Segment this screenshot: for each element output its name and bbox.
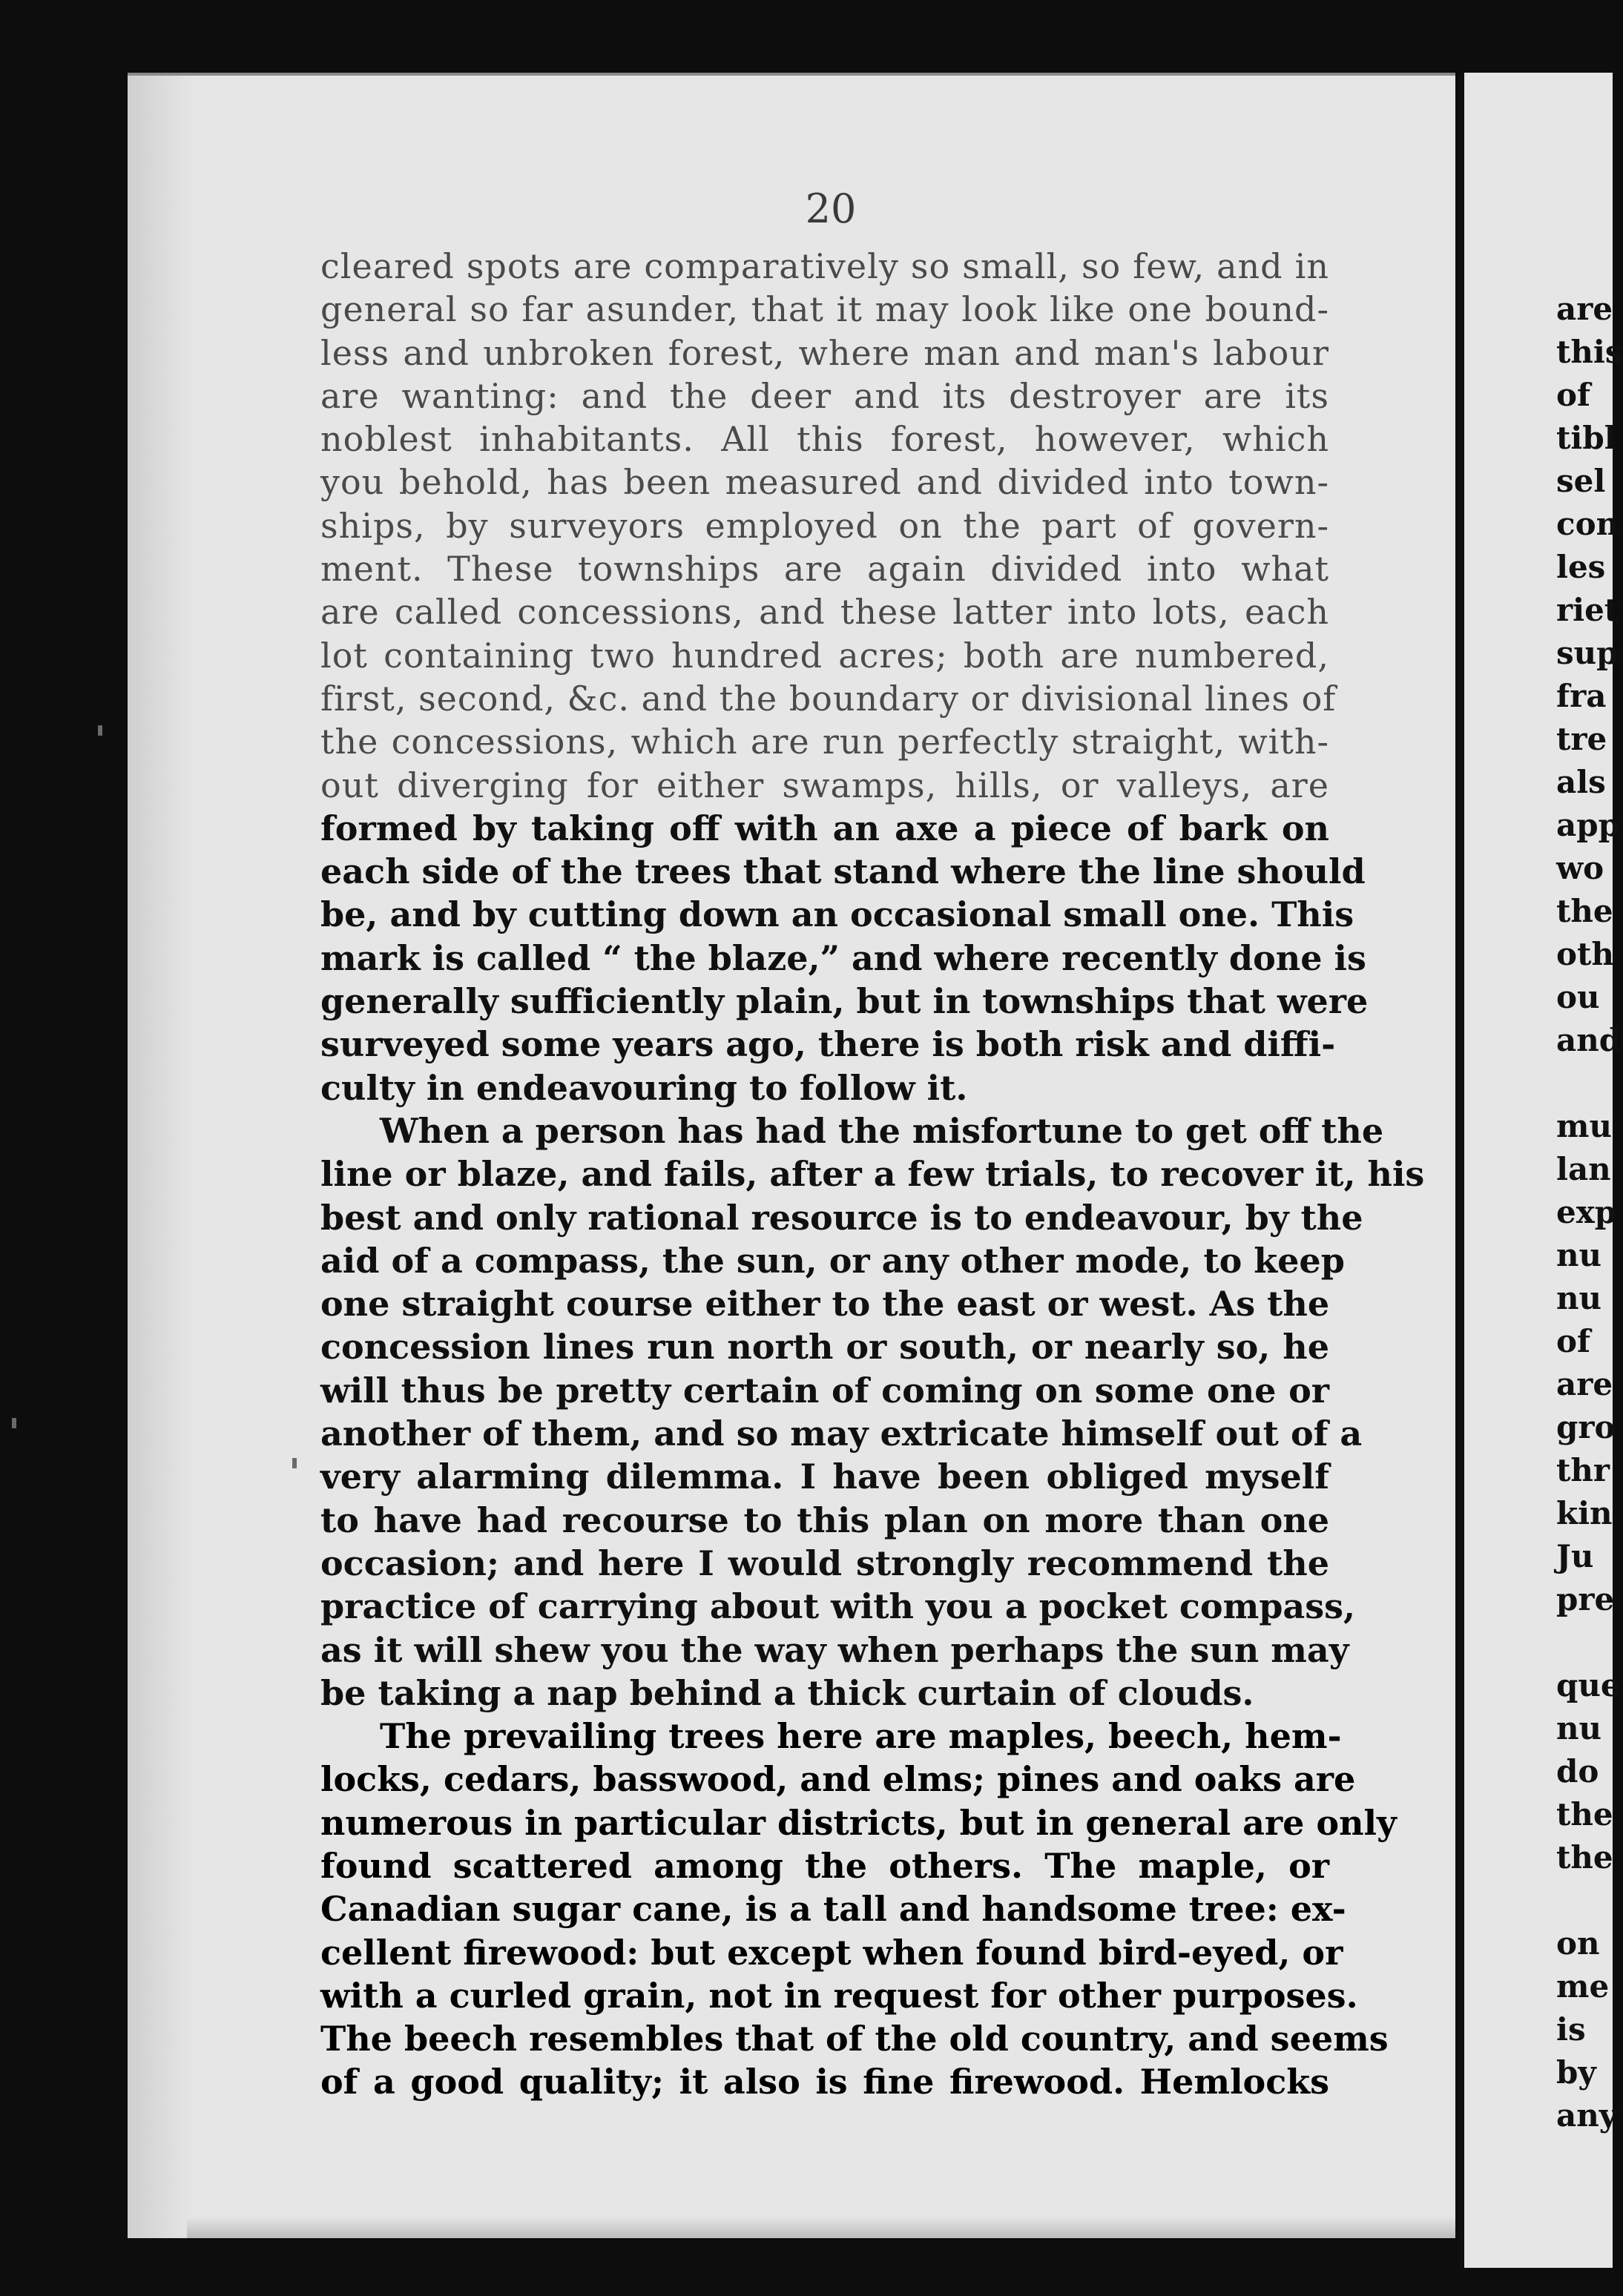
adjacent-page-word: gro: [1556, 1409, 1616, 1445]
text-line: noblest inhabitants. All this forest, however, which: [320, 419, 1329, 460]
adjacent-page-word: fra: [1556, 678, 1607, 714]
text-line: of a good quality; it also is fine firewood. Hemlocks: [320, 2062, 1329, 2102]
page-gutter-shadow: [128, 76, 194, 2238]
text-line: cleared spots are comparatively so small, so few, and in: [320, 246, 1329, 286]
adjacent-page-word: are: [1556, 1366, 1613, 1402]
adjacent-page-word: and: [1556, 1022, 1622, 1058]
text-line: aid of a compass, the sun, or any other mode, to keep: [320, 1240, 1345, 1281]
adjacent-page-word: lan: [1556, 1151, 1611, 1187]
adjacent-page-word: nu: [1556, 1710, 1602, 1746]
adjacent-page-word: ou: [1556, 979, 1600, 1015]
text-line: found scattered among the others. The maple, or: [320, 1845, 1329, 1886]
adjacent-page-word: als: [1556, 764, 1606, 800]
adjacent-page-word: are: [1556, 291, 1613, 327]
scan-speck: [292, 1458, 297, 1468]
adjacent-page-word: exp: [1556, 1194, 1617, 1230]
adjacent-page-word: me: [1556, 1968, 1610, 2005]
adjacent-page-word: que: [1556, 1667, 1621, 1703]
text-line: first, second, &c. and the boundary or divisional lines of: [320, 678, 1337, 719]
text-line: another of them, and so may extricate himself out of a: [320, 1413, 1363, 1454]
adjacent-page-word: riet: [1556, 592, 1619, 628]
text-line: culty in endeavouring to follow it.: [320, 1067, 968, 1108]
text-line: locks, cedars, basswood, and elms; pines and oaks are: [320, 1759, 1356, 1800]
text-line: are wanting: and the deer and its destroyer are its: [320, 375, 1329, 416]
text-line: numerous in particular districts, but in general are only: [320, 1802, 1397, 1843]
text-line: general so far asunder, that it may look like one bound-: [320, 289, 1329, 330]
adjacent-page-word: by: [1556, 2054, 1596, 2091]
adjacent-page-word: the: [1556, 1796, 1613, 1832]
adjacent-page-word: of: [1556, 1323, 1591, 1359]
adjacent-page-word: the: [1556, 1839, 1613, 1876]
body-text: [320, 245, 1425, 2104]
text-line: cellent firewood: but except when found bird-eyed, or: [320, 1932, 1343, 1973]
text-line: mark is called “ the blaze,” and where recently done is: [320, 937, 1366, 978]
text-line: The prevailing trees here are maples, beech, hem-: [380, 1716, 1342, 1757]
adjacent-page-word: mu: [1556, 1108, 1612, 1144]
text-line: be taking a nap behind a thick curtain of clouds.: [320, 1672, 1254, 1713]
adjacent-page-word: of: [1556, 377, 1591, 413]
text-line: concession lines run north or south, or nearly so, he: [320, 1327, 1329, 1368]
text-line: one straight course either to the east or west. As the: [320, 1284, 1330, 1325]
adjacent-page-word: pre: [1556, 1581, 1615, 1617]
adjacent-page-word: les: [1556, 549, 1606, 585]
text-line: very alarming dilemma. I have been obliged myself: [320, 1457, 1329, 1497]
text-line: are called concessions, and these latter into lots, each: [320, 592, 1329, 633]
text-line: ships, by surveyors employed on the part of govern-: [320, 505, 1329, 546]
adjacent-page-word: Ju: [1556, 1538, 1594, 1574]
adjacent-page-word: sup: [1556, 635, 1619, 671]
text-line: will thus be pretty certain of coming on some one or: [320, 1370, 1329, 1411]
text-line: the concessions, which are run perfectly straight, with-: [320, 722, 1329, 762]
text-line: as it will shew you the way when perhaps the sun may: [320, 1629, 1349, 1670]
text-line: When a person has had the misfortune to get off the: [380, 1110, 1384, 1151]
text-line: best and only rational resource is to endeavour, by the: [320, 1197, 1363, 1238]
adjacent-page-word: oth: [1556, 936, 1614, 972]
text-line: to have had recourse to this plan on more than one: [320, 1500, 1329, 1540]
text-line: be, and by cutting down an occasional small one. This: [320, 894, 1354, 935]
adjacent-page-word: wo: [1556, 850, 1604, 886]
text-line: Canadian sugar cane, is a tall and handsome tree: ex-: [320, 1889, 1346, 1930]
text-line: out diverging for either swamps, hills, or valleys, are: [320, 765, 1329, 805]
text-line: lot containing two hundred acres; both are numbered,: [320, 635, 1329, 676]
text-line: The beech resembles that of the old country, and seems: [320, 2019, 1389, 2059]
adjacent-page-word: the: [1556, 893, 1613, 929]
adjacent-page-word: nu: [1556, 1237, 1602, 1273]
adjacent-page-word: thr: [1556, 1452, 1610, 1488]
adjacent-page-word: nu: [1556, 1280, 1602, 1316]
text-line: less and unbroken forest, where man and man's labour: [320, 332, 1329, 373]
adjacent-page-word: tre: [1556, 721, 1607, 757]
adjacent-page-word: con: [1556, 506, 1619, 542]
text-line: practice of carrying about with you a pocket compass,: [320, 1586, 1356, 1627]
adjacent-page-word: sel: [1556, 463, 1606, 499]
text-line: line or blaze, and fails, after a few trials, to recover it, his: [320, 1154, 1425, 1195]
adjacent-page-word: any: [1556, 2097, 1618, 2134]
text-line: each side of the trees that stand where the line should: [320, 851, 1366, 892]
text-line: ment. These townships are again divided into what: [320, 549, 1329, 590]
text-line: you behold, has been measured and divided into town-: [320, 462, 1329, 503]
adjacent-page-word: do: [1556, 1753, 1599, 1789]
adjacent-page-word: this: [1556, 334, 1623, 370]
adjacent-page-word: tibl: [1556, 420, 1616, 456]
page-number: 20: [805, 185, 857, 232]
adjacent-page-word: on: [1556, 1925, 1600, 1962]
text-line: surveyed some years ago, there is both risk and diffi-: [320, 1024, 1336, 1065]
adjacent-page-word: is: [1556, 2011, 1586, 2048]
text-line: with a curled grain, not in request for other purposes.: [320, 1975, 1358, 2016]
adjacent-page-word: app: [1556, 807, 1620, 843]
scan-speck: [98, 725, 102, 736]
scan-speck: [12, 1418, 16, 1428]
text-line: formed by taking off with an axe a piece of bark on: [320, 808, 1329, 848]
adjacent-page-word: kin: [1556, 1495, 1613, 1531]
text-line: occasion; and here I would strongly recommend the: [320, 1543, 1329, 1583]
text-line: generally sufficiently plain, but in townships that were: [320, 981, 1369, 1022]
page-bottom-edge: [187, 2216, 1455, 2238]
